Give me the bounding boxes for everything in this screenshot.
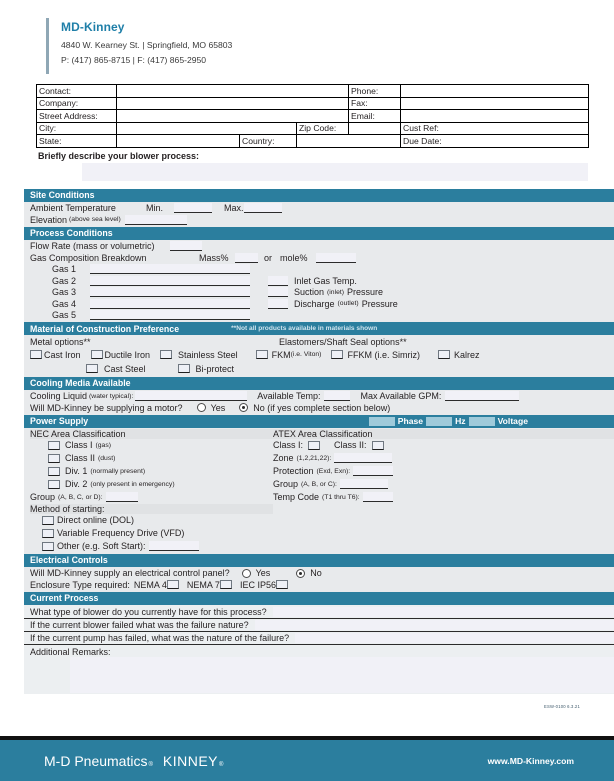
atex-protection-label: Protection bbox=[273, 466, 314, 476]
label-direct-online: Direct online (DOL) bbox=[57, 515, 135, 525]
zip-code-input[interactable] bbox=[349, 122, 401, 135]
fax-input[interactable] bbox=[401, 97, 589, 110]
max-gpm-input[interactable] bbox=[445, 391, 519, 401]
checkbox-kalrez[interactable] bbox=[438, 350, 450, 359]
method-vfd-row bbox=[30, 527, 273, 540]
nec-group-input[interactable] bbox=[106, 492, 138, 502]
note-fkm: (i.e. Viton) bbox=[290, 351, 322, 358]
label-kalrez: Kalrez bbox=[453, 349, 480, 360]
site-conditions-title: Site Conditions bbox=[30, 190, 95, 200]
checkbox-class-i[interactable] bbox=[48, 441, 60, 450]
atex-class-i-label: Class I: bbox=[273, 440, 304, 450]
gas-4-input[interactable] bbox=[90, 299, 250, 309]
ambient-temperature-row bbox=[30, 203, 614, 215]
discharge-note: (outlet) bbox=[337, 300, 359, 308]
other-start-input[interactable] bbox=[149, 541, 199, 551]
gas-3-input[interactable] bbox=[90, 287, 250, 297]
atex-temp-code-row bbox=[273, 491, 614, 504]
label-other-start: Other (e.g. Soft Start): bbox=[57, 541, 146, 551]
cooling-title: Cooling Media Available bbox=[30, 378, 131, 388]
nec-group-row bbox=[30, 491, 273, 504]
mole-percent-input[interactable] bbox=[316, 253, 356, 263]
label-ffkm: FFKM (i.e. Simriz) bbox=[347, 349, 420, 360]
phase-label: Phase bbox=[397, 416, 424, 426]
question-3-input[interactable] bbox=[295, 633, 614, 643]
mass-percent-input[interactable] bbox=[235, 253, 258, 263]
gas-composition-label: Gas Composition Breakdown bbox=[30, 252, 147, 263]
method-dol-row bbox=[30, 514, 273, 527]
atex-group-note: (A, B, or C): bbox=[301, 480, 337, 488]
cooling-liquid-input[interactable] bbox=[135, 391, 247, 401]
letterhead-accent-bar bbox=[46, 18, 49, 74]
label-stainless-steel: Stainless Steel bbox=[178, 349, 238, 360]
gas-4-row bbox=[30, 298, 614, 310]
state-input[interactable] bbox=[117, 135, 240, 148]
note-div-2: (only present in emergency) bbox=[90, 480, 175, 488]
atex-zone-input[interactable] bbox=[334, 453, 392, 463]
question-1-input[interactable] bbox=[273, 607, 614, 617]
checkbox-nema-7[interactable] bbox=[220, 580, 232, 589]
checkbox-atex-class-i[interactable] bbox=[308, 441, 320, 450]
nec-class-2-row bbox=[30, 452, 273, 465]
table-row bbox=[37, 135, 589, 148]
atex-column bbox=[273, 429, 614, 553]
label-cast-iron: Cast Iron bbox=[44, 349, 81, 360]
label-div-1: Div. 1 bbox=[65, 466, 88, 476]
atex-protection-row bbox=[273, 465, 614, 478]
label-bi-protect: Bi-protect bbox=[195, 363, 235, 374]
section-header-site-conditions bbox=[24, 189, 614, 202]
label-nema-4: NEMA 4 bbox=[133, 579, 167, 590]
atex-temp-code-label: Temp Code bbox=[273, 492, 320, 502]
footer-kinney-registered-icon: ® bbox=[219, 761, 224, 768]
flow-rate-label: Flow Rate (mass or volumetric) bbox=[30, 241, 155, 252]
section-header-current-process bbox=[24, 592, 614, 605]
cooling-liquid-row bbox=[30, 391, 614, 403]
label-fkm: FKM bbox=[271, 349, 291, 360]
question-3-label: If the current pump has failed, what was the nature of the failure? bbox=[30, 632, 290, 643]
company-label: Company: bbox=[37, 97, 117, 110]
section-header-material bbox=[24, 322, 614, 335]
gas-1-label: Gas 1 bbox=[52, 264, 77, 275]
control-panel-question: Will MD-Kinney supply an electrical control panel? bbox=[30, 568, 230, 579]
atex-header: ATEX Area Classification bbox=[273, 429, 614, 439]
table-row bbox=[37, 85, 589, 98]
suction-note: (inlet) bbox=[327, 288, 345, 296]
mass-percent-label: Mass% bbox=[199, 252, 229, 263]
checkbox-iec-ip56[interactable] bbox=[276, 580, 288, 589]
page-footer bbox=[0, 740, 614, 781]
atex-temp-code-input[interactable] bbox=[363, 492, 393, 502]
footer-brands bbox=[44, 753, 233, 769]
phase-input[interactable] bbox=[369, 417, 395, 426]
atex-protection-note: (Exd, Exn): bbox=[316, 467, 351, 475]
process-conditions-body bbox=[24, 240, 614, 323]
atex-zone-label: Zone bbox=[273, 453, 294, 463]
checkbox-vfd[interactable] bbox=[42, 529, 54, 538]
document-code: ESW-0100 6.3.21 bbox=[544, 703, 580, 709]
voltage-input[interactable] bbox=[469, 417, 495, 426]
elastomer-options-label: Elastomers/Shaft Seal options** bbox=[279, 336, 407, 347]
company-phone-fax: P: (417) 865-8715 | F: (417) 865-2950 bbox=[61, 55, 207, 65]
country-input[interactable] bbox=[297, 135, 401, 148]
hz-input[interactable] bbox=[426, 417, 452, 426]
checkbox-cast-iron[interactable] bbox=[30, 350, 42, 359]
elevation-row bbox=[30, 214, 614, 226]
elevation-label: Elevation bbox=[30, 214, 68, 225]
label-motor-no: No (if yes complete section below) bbox=[253, 402, 391, 413]
cooling-body bbox=[24, 390, 614, 415]
street-address-label: Street Address: bbox=[37, 110, 117, 123]
company-logo-text: MD-Kinney bbox=[61, 20, 125, 34]
metal-options-label: Metal options** bbox=[30, 336, 91, 347]
footer-md-registered-icon: ® bbox=[148, 761, 153, 768]
gas-4-label: Gas 4 bbox=[52, 298, 77, 309]
label-nema-7: NEMA 7 bbox=[186, 579, 220, 590]
gas-1-input[interactable] bbox=[90, 264, 250, 274]
state-label: State: bbox=[37, 135, 117, 148]
checkbox-ductile-iron[interactable] bbox=[91, 350, 103, 359]
available-temp-label: Available Temp: bbox=[257, 391, 321, 402]
process-conditions-title: Process Conditions bbox=[30, 228, 113, 238]
label-cast-steel: Cast Steel bbox=[104, 363, 146, 374]
material-checkbox-row-2 bbox=[30, 362, 614, 376]
describe-process-input[interactable] bbox=[82, 163, 588, 181]
due-date-label: Due Date: bbox=[401, 135, 589, 148]
enclosure-type-row bbox=[30, 579, 614, 591]
label-panel-yes: Yes bbox=[255, 568, 271, 579]
atex-class-ii-label: Class II: bbox=[334, 440, 367, 450]
atex-protection-input[interactable] bbox=[353, 466, 393, 476]
gas-2-label: Gas 2 bbox=[52, 275, 77, 286]
max-gpm-label: Max Available GPM: bbox=[360, 391, 442, 402]
country-label: Country: bbox=[240, 135, 297, 148]
site-conditions-body bbox=[24, 202, 614, 227]
letterhead bbox=[0, 0, 614, 74]
phone-label: Phone: bbox=[349, 85, 401, 98]
describe-process-label: Briefly describe your blower process: bbox=[38, 150, 200, 161]
section-header-cooling bbox=[24, 377, 614, 390]
mole-percent-label: mole% bbox=[280, 252, 308, 263]
question-2-row bbox=[24, 619, 614, 632]
electrical-body bbox=[24, 567, 614, 592]
atex-class-row bbox=[273, 439, 614, 452]
atex-group-input[interactable] bbox=[340, 479, 388, 489]
note-div-1: (normally present) bbox=[90, 467, 146, 475]
footer-brand-kinney: KINNEY bbox=[162, 752, 219, 769]
label-panel-no: No bbox=[310, 568, 322, 579]
elevation-input[interactable] bbox=[125, 215, 187, 225]
table-row bbox=[37, 122, 589, 135]
additional-remarks-label: Additional Remarks: bbox=[30, 646, 111, 657]
additional-remarks-input[interactable] bbox=[70, 657, 614, 693]
footer-brand-md-pneumatics: M-D Pneumatics bbox=[44, 752, 148, 769]
material-body bbox=[24, 335, 614, 377]
note-class-ii: (dust) bbox=[98, 454, 116, 462]
atex-group-label: Group bbox=[273, 479, 299, 489]
footer-website-link[interactable]: www.MD-Kinney.com bbox=[487, 755, 574, 766]
checkbox-cast-steel[interactable] bbox=[86, 364, 98, 373]
voltage-label: Voltage bbox=[497, 416, 528, 426]
discharge-pressure-suffix: Pressure bbox=[361, 298, 398, 309]
nec-div-1-row bbox=[30, 465, 273, 478]
email-label: Email: bbox=[349, 110, 401, 123]
label-class-ii: Class II bbox=[65, 453, 96, 463]
question-1-label: What type of blower do you currently have for this process? bbox=[30, 606, 267, 617]
electrical-title: Electrical Controls bbox=[30, 555, 108, 565]
label-ductile-iron: Ductile Iron bbox=[104, 349, 151, 360]
atex-temp-code-note: (T1 thru T6): bbox=[322, 493, 360, 501]
checkbox-direct-online[interactable] bbox=[42, 516, 54, 525]
gas-3-label: Gas 3 bbox=[52, 287, 77, 298]
gas-1-row bbox=[30, 264, 614, 276]
suction-pressure-suffix: Pressure bbox=[347, 287, 384, 298]
power-supply-body bbox=[24, 428, 614, 554]
min-label: Min. bbox=[146, 203, 164, 214]
available-temp-input[interactable] bbox=[324, 391, 350, 401]
motor-supply-row bbox=[30, 402, 614, 414]
method-other-row bbox=[30, 540, 273, 553]
section-header-process-conditions bbox=[24, 227, 614, 240]
contact-label: Contact: bbox=[37, 85, 117, 98]
checkbox-other-start[interactable] bbox=[42, 542, 54, 551]
note-class-i: (gas) bbox=[95, 441, 112, 449]
nec-column bbox=[24, 429, 273, 553]
cooling-liquid-note: (water typical): bbox=[89, 392, 134, 400]
current-process-title: Current Process bbox=[30, 593, 99, 603]
material-availability-note: **Not all products available in materials shown bbox=[231, 325, 378, 332]
discharge-pressure-input[interactable] bbox=[268, 299, 288, 309]
cust-ref-label: Cust Ref: bbox=[401, 122, 589, 135]
company-input[interactable] bbox=[117, 97, 349, 110]
email-input[interactable] bbox=[401, 110, 589, 123]
nec-class-1-row bbox=[30, 439, 273, 452]
gas-5-row bbox=[30, 310, 614, 322]
radio-panel-no[interactable] bbox=[296, 569, 305, 578]
checkbox-stainless-steel[interactable] bbox=[160, 350, 172, 359]
label-div-2: Div. 2 bbox=[65, 479, 88, 489]
ambient-max-input[interactable] bbox=[244, 203, 282, 213]
material-checkbox-row-1 bbox=[30, 348, 614, 362]
section-header-electrical bbox=[24, 554, 614, 567]
radio-motor-no[interactable] bbox=[239, 403, 248, 412]
gas-2-row bbox=[30, 275, 614, 287]
inlet-gas-temp-label: Inlet Gas Temp. bbox=[294, 275, 357, 286]
table-row bbox=[37, 97, 589, 110]
suction-pressure-label: Suction bbox=[294, 287, 325, 298]
elevation-note: (above sea level) bbox=[69, 216, 121, 224]
checkbox-nema-4[interactable] bbox=[167, 580, 179, 589]
method-of-starting-header: Method of starting: bbox=[30, 504, 273, 514]
checkbox-atex-class-ii[interactable] bbox=[372, 441, 384, 450]
atex-zone-row bbox=[273, 452, 614, 465]
discharge-pressure-label: Discharge bbox=[294, 298, 335, 309]
max-label: Max. bbox=[224, 203, 244, 214]
control-panel-row bbox=[30, 568, 614, 580]
material-options-headers bbox=[30, 336, 614, 348]
zip-code-label: Zip Code: bbox=[297, 122, 349, 135]
flow-rate-input[interactable] bbox=[170, 241, 202, 251]
radio-motor-yes[interactable] bbox=[197, 403, 206, 412]
checkbox-ffkm[interactable] bbox=[331, 350, 343, 359]
atex-zone-note: (1,2,21,22): bbox=[296, 454, 332, 462]
cooling-liquid-label: Cooling Liquid bbox=[30, 391, 88, 402]
power-supply-title: Power Supply bbox=[30, 416, 89, 426]
city-input[interactable] bbox=[117, 122, 297, 135]
checkbox-div-1[interactable] bbox=[48, 467, 60, 476]
company-address: 4840 W. Kearney St. | Springfield, MO 65803 bbox=[61, 40, 233, 50]
checkbox-fkm[interactable] bbox=[256, 350, 268, 359]
atex-group-row bbox=[273, 478, 614, 491]
ambient-min-input[interactable] bbox=[174, 203, 212, 213]
hz-label: Hz bbox=[455, 416, 466, 426]
nec-group-note: (A, B, C, or D): bbox=[58, 493, 103, 501]
gas-5-input[interactable] bbox=[90, 310, 250, 320]
label-iec-ip56: IEC IP56 bbox=[239, 579, 276, 590]
or-label: or bbox=[264, 252, 273, 263]
question-1-row bbox=[24, 606, 614, 619]
section-header-power-supply bbox=[24, 415, 614, 428]
motor-supply-question: Will MD-Kinney be supplying a motor? bbox=[30, 402, 183, 413]
fax-label: Fax: bbox=[349, 97, 401, 110]
gas-3-row bbox=[30, 287, 614, 299]
gas-2-input[interactable] bbox=[90, 276, 250, 286]
table-row bbox=[37, 110, 589, 123]
additional-remarks-label-row bbox=[24, 645, 614, 657]
current-process-body bbox=[24, 605, 614, 694]
nec-header: NEC Area Classification bbox=[30, 429, 273, 439]
street-address-input[interactable] bbox=[117, 110, 349, 123]
checkbox-div-2[interactable] bbox=[48, 480, 60, 489]
question-2-label: If the current blower failed what was the failure nature? bbox=[30, 619, 249, 630]
question-3-row bbox=[24, 632, 614, 645]
label-motor-yes: Yes bbox=[210, 402, 226, 413]
checkbox-class-ii[interactable] bbox=[48, 454, 60, 463]
contact-info-table bbox=[36, 84, 589, 148]
label-vfd: Variable Frequency Drive (VFD) bbox=[57, 528, 185, 538]
gas-composition-row bbox=[30, 252, 614, 264]
checkbox-bi-protect[interactable] bbox=[178, 364, 190, 373]
contact-input[interactable] bbox=[117, 85, 349, 98]
suction-pressure-input[interactable] bbox=[268, 287, 288, 297]
flow-rate-row bbox=[30, 241, 614, 253]
question-2-input[interactable] bbox=[255, 620, 614, 630]
label-class-i: Class I bbox=[65, 440, 93, 450]
inlet-gas-temp-input[interactable] bbox=[268, 276, 288, 286]
city-label: City: bbox=[37, 122, 117, 135]
radio-panel-yes[interactable] bbox=[242, 569, 251, 578]
gas-5-label: Gas 5 bbox=[52, 310, 77, 321]
enclosure-type-label: Enclosure Type required: bbox=[30, 579, 130, 590]
phone-input[interactable] bbox=[401, 85, 589, 98]
nec-div-2-row bbox=[30, 478, 273, 491]
nec-group-label: Group bbox=[30, 492, 56, 502]
ambient-temperature-label: Ambient Temperature bbox=[30, 203, 116, 214]
material-title: Material of Construction Preference bbox=[30, 323, 180, 334]
